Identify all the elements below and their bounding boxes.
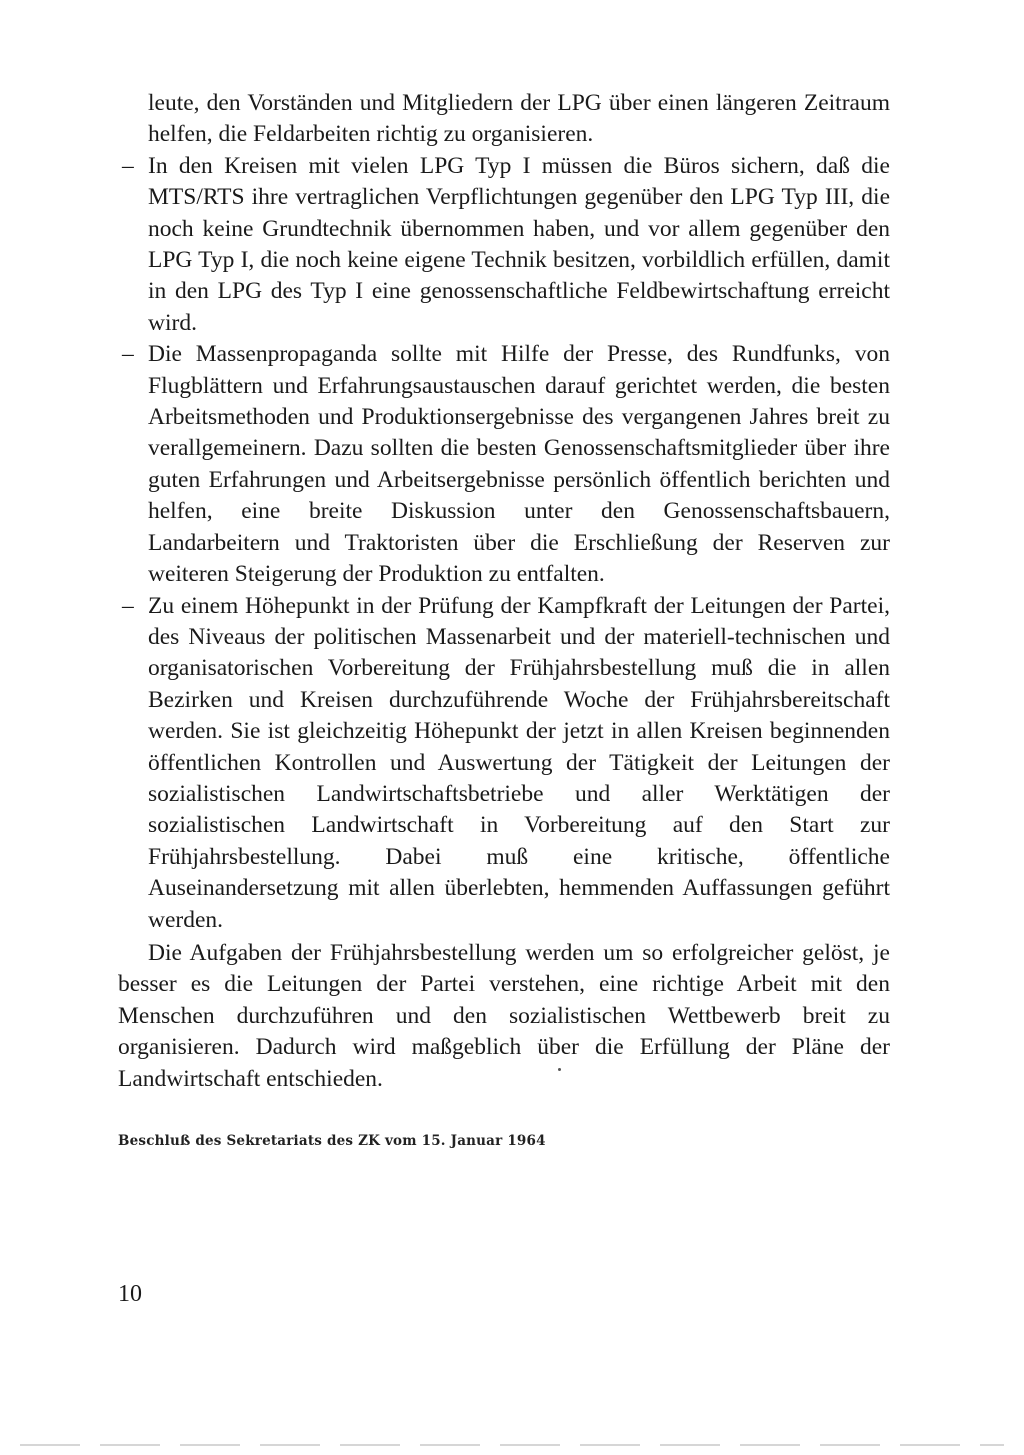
bullet-item bbox=[118, 151, 890, 339]
page-number: 10 bbox=[118, 1281, 142, 1307]
bullet-text: In den Kreisen mit vielen LPG Typ I müssen die Büros sichern, daß die MTS/RTS ihre vertraglichen Verpflichtungen gegenüber den LPG Typ III, die noch keine Grundtechnik übernommen haben, und vor allem gegenüber den LPG Typ I, die noch keine eigene Technik besitzen, vorbildlich erfüllen, damit in den LPG des Typ I eine genossenschaftliche Feldbewirtschaftung erreicht wird. bbox=[148, 152, 890, 336]
closing-paragraph: Die Aufgaben der Frühjahrsbestellung werden um so erfolgreicher gelöst, je besser es die Leitungen der Partei verstehen, eine richtige Arbeit mit den Menschen durchzuführen und den sozialistischen Wettbewerb breit zu organisieren. Dadurch wird maßgeblich über die Erfüllung der Pläne der Landwirtschaft entschieden. bbox=[118, 939, 890, 1092]
bullet-dash: – bbox=[122, 592, 134, 619]
scan-edge-artifact bbox=[20, 1444, 1004, 1446]
bullet-item bbox=[118, 339, 890, 590]
continued-paragraph: leute, den Vorständen und Mitgliedern der LPG über einen längeren Zeitraum helfen, die Feldarbeiten richtig zu organisieren. bbox=[148, 90, 890, 148]
body-text bbox=[118, 88, 890, 1095]
bullet-text: Zu einem Höhepunkt in der Prüfung der Kampfkraft der Leitungen der Partei, des Niveaus der politischen Massenarbeit und der materiell-technischen und organisatorischen Vorbereitung der Frühjahrsbestellung muß die in allen Bezirken und Kreisen durchzuführende Woche der Frühjahrsbereitschaft werden. Sie ist gleichzeitig Höhepunkt der jetzt in allen Kreisen beginnenden öffentlichen Kontrollen und Auswertung der Tätigkeit der Leitungen der sozialistischen Landwirtschaftsbetriebe und aller Werktätigen der sozialistischen Landwirtschaft in Vorbereitung auf den Start zur Frühjahrsbestellung. Dabei muß eine kritische, öffentliche Auseinandersetzung mit allen überlebten, hemmenden Auffassungen geführt werden. bbox=[148, 592, 890, 933]
bullet-item bbox=[118, 591, 890, 936]
bullet-dash: – bbox=[122, 341, 134, 368]
bullet-dash: – bbox=[122, 152, 134, 179]
source-line: Beschluß des Sekretariats des ZK vom 15. Januar 1964 bbox=[118, 1133, 546, 1149]
print-speck bbox=[558, 1068, 561, 1071]
bullet-text: Die Massenpropaganda sollte mit Hilfe der Presse, des Rundfunks, von Flugblättern und Erfahrungsaustauschen darauf gerichtet werden, die besten Arbeitsmethoden und Produktionsergebnisse des vergangenen Jahres breit zu verallgemeinern. Dazu sollten die besten Genossenschaftsmitglieder über ihre guten Erfahrungen und Arbeitsergebnisse persönlich öffentlich berichten und helfen, eine breite Diskussion unter den Genossenschaftsbauern, Landarbeitern und Traktoristen über die Erschließung der Reserven zur weiteren Steigerung der Produktion zu entfalten. bbox=[148, 341, 890, 588]
